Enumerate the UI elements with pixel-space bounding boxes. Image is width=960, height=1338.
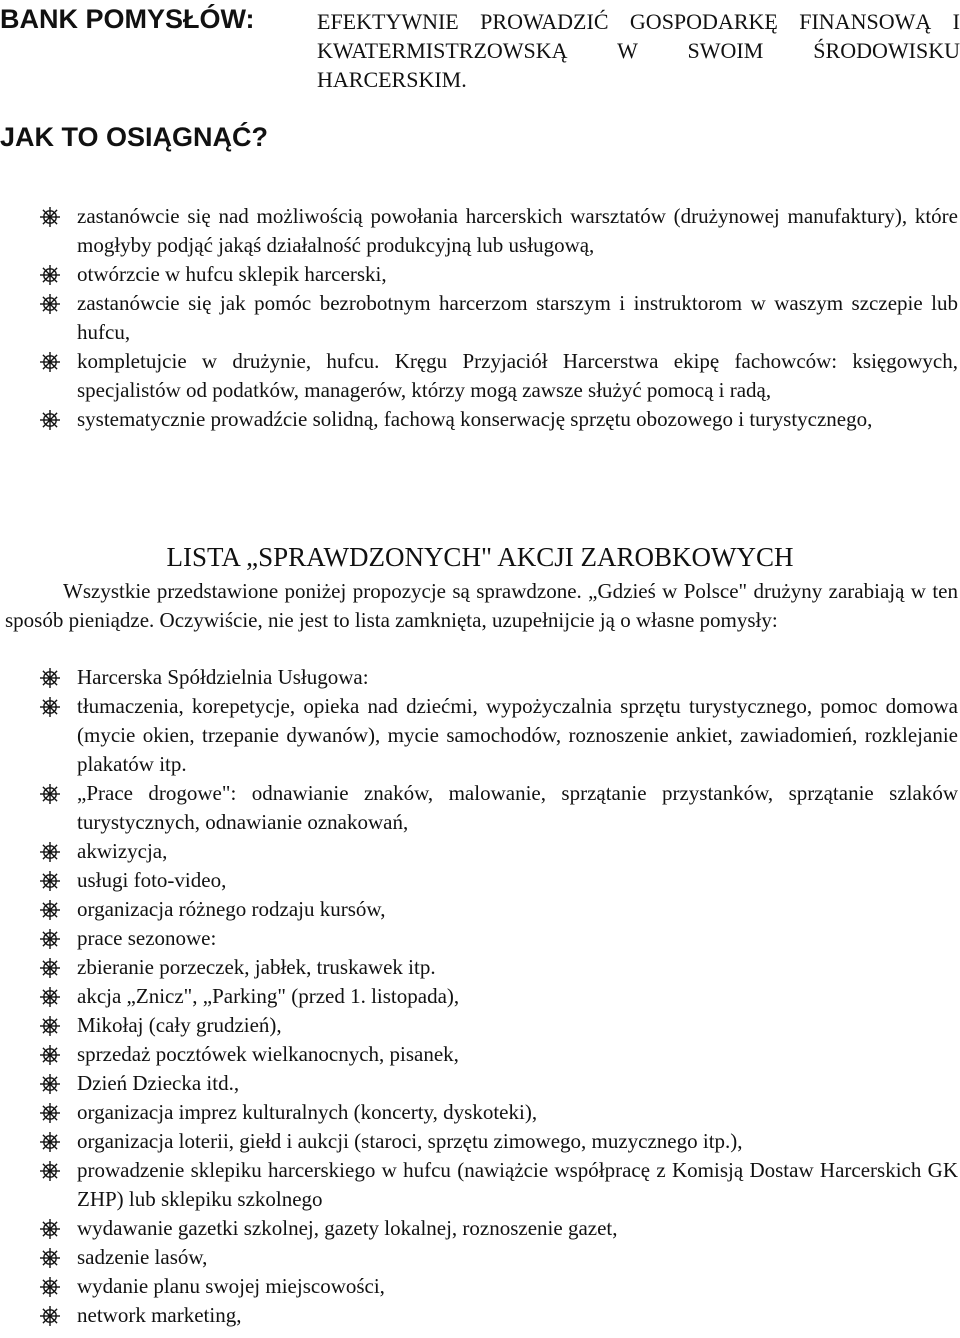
ideas-list xyxy=(0,202,960,434)
list-item: zastanówcie się nad możliwością powołania harcerskich warsztatów (drużynowej manufaktury), które mogłyby podjąć jakąś działalność produkcyjną lub usługową, xyxy=(0,202,960,260)
snowflake-asterisk-icon xyxy=(38,1304,62,1328)
list-item: zastanówcie się jak pomóc bezrobotnym harcerzom starszym i instruktorom w waszym szczepie lub hufcu, xyxy=(0,289,960,347)
section-intro: Wszystkie przedstawione poniżej propozycje są sprawdzone. „Gdzieś w Polsce" drużyny zarabiają w ten sposób pieniądze. Oczywiście, nie jest to lista zamknięta, uzupełnijcie ją o własne pomysły: xyxy=(5,579,958,632)
list-item: kompletujcie w drużynie, hufcu. Kręgu Przyjaciół Harcerstwa ekipę fachowców: księgowych, specjalistów od podatków, managerów, którzy mogą zawsze służyć pomocą i radą, xyxy=(0,347,960,405)
list-item: otwórzcie w hufcu sklepik harcerski, xyxy=(0,260,960,289)
snowflake-asterisk-icon xyxy=(38,782,62,806)
snowflake-asterisk-icon xyxy=(38,1072,62,1096)
list-item: Harcerska Spółdzielnia Usługowa: xyxy=(0,663,960,692)
list-item: organizacja różnego rodzaju kursów, xyxy=(0,895,960,924)
list-item: zbieranie porzeczek, jabłek, truskawek itp. xyxy=(0,953,960,982)
list-item: akwizycja, xyxy=(0,837,960,866)
snowflake-asterisk-icon xyxy=(38,263,62,287)
snowflake-asterisk-icon xyxy=(38,869,62,893)
snowflake-asterisk-icon xyxy=(38,1014,62,1038)
list-item: tłumaczenia, korepetycje, opieka nad dziećmi, wypożyczalnia sprzętu turystycznego, pomoc domowa (mycie okien, trzepanie dywanów), mycie samochodów, roznoszenie ankiet, zawiadomień, rozklejanie plakatów itp. xyxy=(0,692,960,779)
list-item: systematycznie prowadźcie solidną, fachową konserwację sprzętu obozowego i turystycznego, xyxy=(0,405,960,434)
snowflake-asterisk-icon xyxy=(38,927,62,951)
list-item: sadzenie lasów, xyxy=(0,1243,960,1272)
list-item: prace sezonowe: xyxy=(0,924,960,953)
list-item: organizacja loterii, giełd i aukcji (staroci, sprzętu zimowego, muzycznego itp.), xyxy=(0,1127,960,1156)
list-item: usługi foto-video, xyxy=(0,866,960,895)
list-item: wydawanie gazetki szkolnej, gazety lokalnej, roznoszenie gazet, xyxy=(0,1214,960,1243)
list-item: network marketing, xyxy=(0,1301,960,1330)
goal-statement: EFEKTYWNIE PROWADZIĆ GOSPODARKĘ FINANSOWĄ I KWATERMISTRZOWSKĄ W SWOIM ŚRODOWISKU HARCERSKIM. xyxy=(317,9,960,92)
howto-heading: JAK TO OSIĄGNĄĆ? xyxy=(0,122,269,152)
list-item: „Prace drogowe": odnawianie znaków, malowanie, sprzątanie przystanków, sprzątanie szlaków turystycznych, odnawianie oznakowań, xyxy=(0,779,960,837)
snowflake-asterisk-icon xyxy=(38,695,62,719)
snowflake-asterisk-icon xyxy=(38,666,62,690)
snowflake-asterisk-icon xyxy=(38,205,62,229)
snowflake-asterisk-icon xyxy=(38,840,62,864)
snowflake-asterisk-icon xyxy=(38,985,62,1009)
snowflake-asterisk-icon xyxy=(38,408,62,432)
snowflake-asterisk-icon xyxy=(38,1101,62,1125)
snowflake-asterisk-icon xyxy=(38,350,62,374)
list-item: Mikołaj (cały grudzień), xyxy=(0,1011,960,1040)
list-item: organizacja imprez kulturalnych (koncerty, dyskoteki), xyxy=(0,1098,960,1127)
snowflake-asterisk-icon xyxy=(38,1217,62,1241)
snowflake-asterisk-icon xyxy=(38,1043,62,1067)
snowflake-asterisk-icon xyxy=(38,292,62,316)
snowflake-asterisk-icon xyxy=(38,898,62,922)
snowflake-asterisk-icon xyxy=(38,1246,62,1270)
list-item: prowadzenie sklepiku harcerskiego w hufcu (nawiążcie współpracę z Komisją Dostaw Harcerskich GK ZHP) lub sklepiku szkolnego xyxy=(0,1156,960,1214)
snowflake-asterisk-icon xyxy=(38,1159,62,1183)
list-item: Dzień Dziecka itd., xyxy=(0,1069,960,1098)
section-title: LISTA „SPRAWDZONYCH" AKCJI ZAROBKOWYCH xyxy=(166,542,794,572)
snowflake-asterisk-icon xyxy=(38,1275,62,1299)
list-item: sprzedaż pocztówek wielkanocnych, pisanek, xyxy=(0,1040,960,1069)
list-item: akcja „Znicz", „Parking" (przed 1. listopada), xyxy=(0,982,960,1011)
bank-title: BANK POMYSŁÓW: xyxy=(0,4,255,34)
actions-list xyxy=(0,663,960,1330)
snowflake-asterisk-icon xyxy=(38,956,62,980)
snowflake-asterisk-icon xyxy=(38,1130,62,1154)
list-item: wydanie planu swojej miejscowości, xyxy=(0,1272,960,1301)
